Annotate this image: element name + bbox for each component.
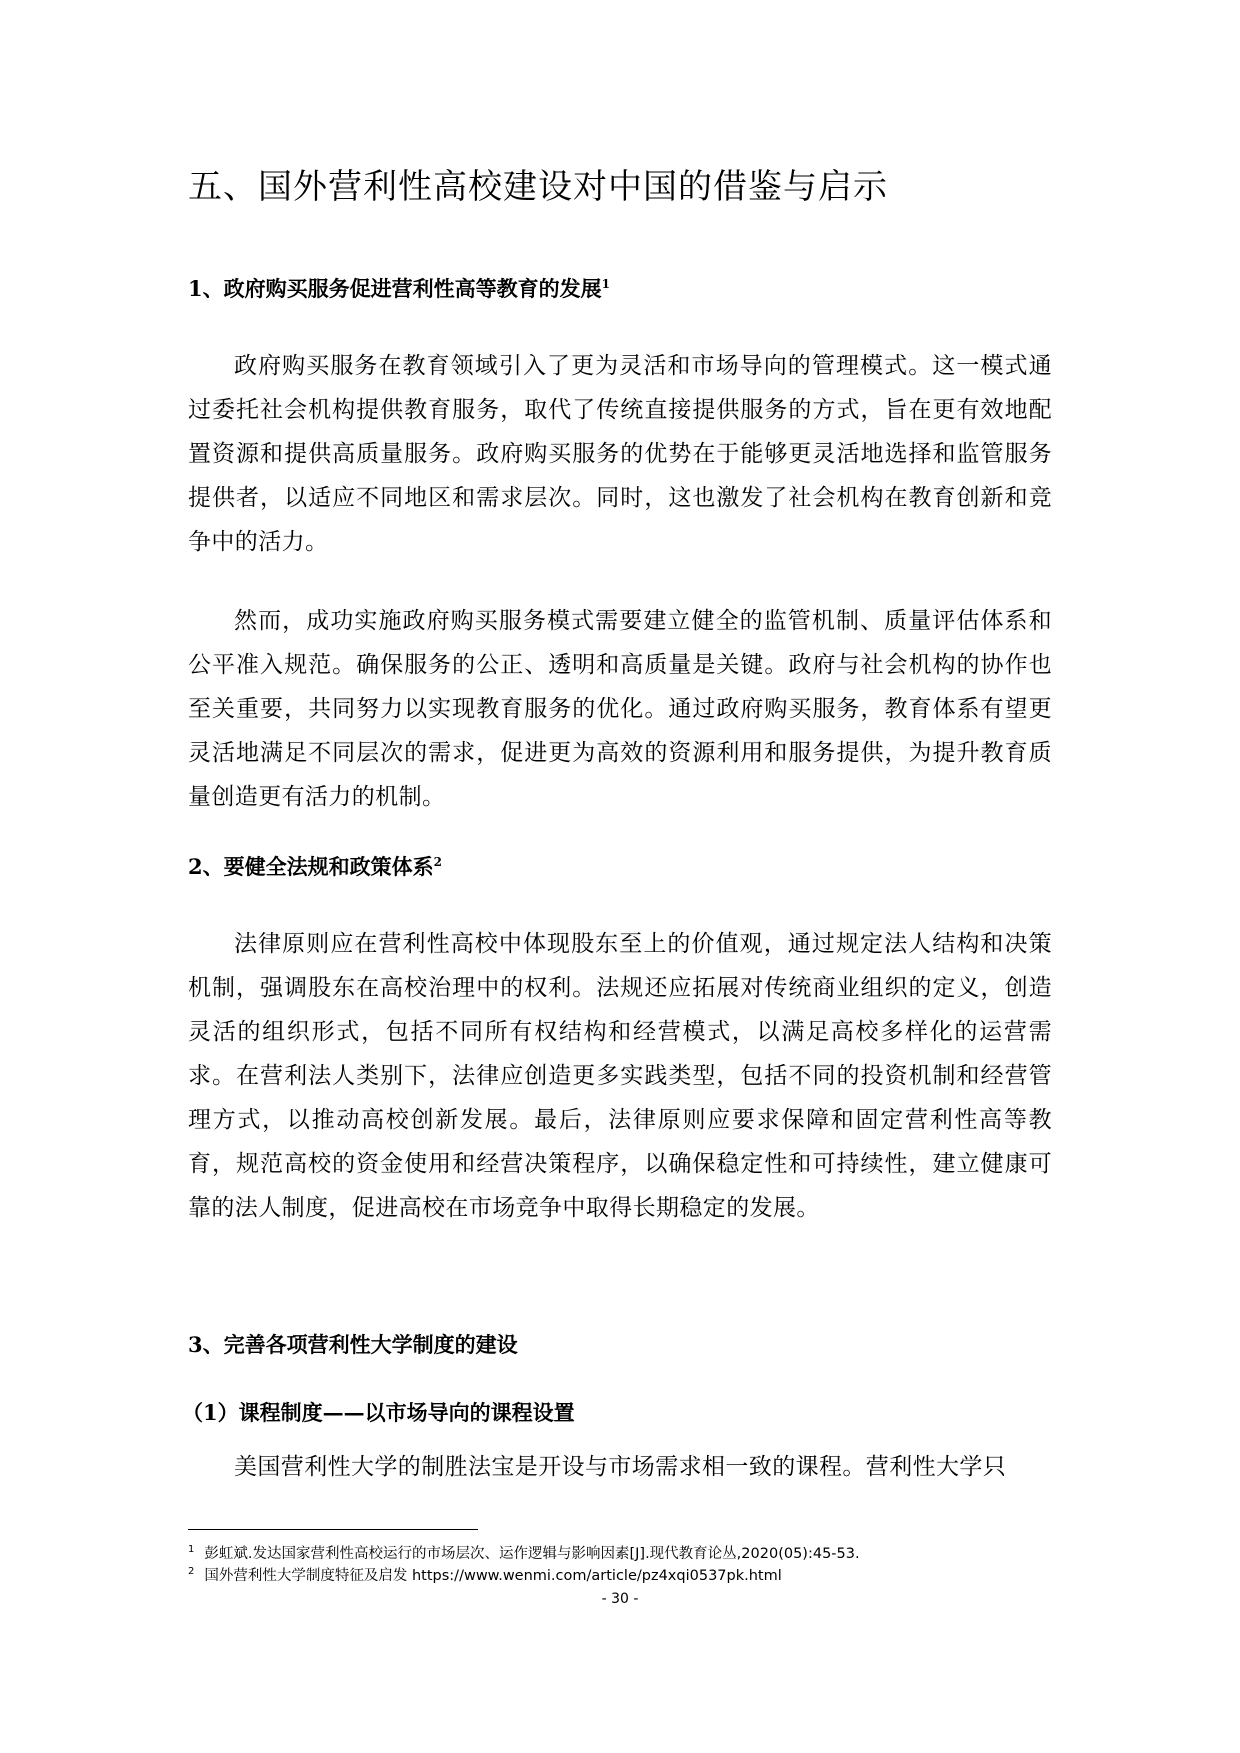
footnote-mark: 2 (188, 1566, 195, 1578)
subsection-heading: （1）课程制度——以市场导向的课程设置 (182, 1400, 575, 1425)
footnote-reference[interactable]: 1 (601, 277, 610, 291)
body-paragraph: 然而，成功实施政府购买服务模式需要建立健全的监管机制、质量评估体系和公平准入规范。确保服务的公正、透明和高质量是关键。政府与社会机构的协作也至关重要，共同努力以实现教育服务的优化。通过政府购买服务，教育体系有望更灵活地满足不同层次的需求，促进更为高效的资源利用和服务提供，为提升教育质量创造更有活力的机制。 (188, 608, 1052, 810)
footnote-mark: 1 (188, 1544, 195, 1556)
footnote-text: 彭虹斌.发达国家营利性高校运行的市场层次、运作逻辑与影响因素[J].现代教育论丛,2020(05):45-53. (204, 1546, 860, 1562)
chapter-title: 五、国外营利性高校建设对中国的借鉴与启示 (188, 167, 888, 207)
body-paragraph: 法律原则应在营利性高校中体现股东至上的价值观，通过规定法人结构和决策机制，强调股东在高校治理中的权利。法规还应拓展对传统商业组织的定义，创造灵活的组织形式，包括不同所有权结构和经营模式，以满足高校多样化的运营需求。在营利法人类别下，法律应创造更多实践类型，包括不同的投资机制和经营管理方式，以推动高校创新发展。最后，法律原则应要求保障和固定营利性高等教育，规范高校的资金使用和经营决策程序，以确保稳定性和可持续性，建立健康可靠的法人制度，促进高校在市场竞争中取得长期稳定的发展。 (188, 931, 1052, 1221)
footnote (188, 1566, 1058, 1586)
footnote-text[interactable]: 国外营利性大学制度特征及启发 https://www.wenmi.com/article/pz4xqi0537pk.html (204, 1568, 782, 1584)
section-heading-3: 3、完善各项营利性大学制度的建设 (188, 1332, 518, 1357)
body-paragraph: 政府购买服务在教育领域引入了更为灵活和市场导向的管理模式。这一模式通过委托社会机构提供教育服务，取代了传统直接提供服务的方式，旨在更有效地配置资源和提供高质量服务。政府购买服务的优势在于能够更灵活地选择和监管服务提供者，以适应不同地区和需求层次。同时，这也激发了社会机构在教育创新和竞争中的活力。 (188, 353, 1052, 555)
footnote (188, 1544, 1058, 1564)
footnote-separator (188, 1529, 478, 1530)
footnote-reference[interactable]: 2 (433, 855, 442, 869)
section-heading-text: 2、要健全法规和政策体系 (188, 854, 434, 879)
section-heading-1 (188, 274, 1068, 304)
section-heading-text: 1、政府购买服务促进营利性高等教育的发展 (188, 276, 602, 301)
body-paragraph: 美国营利性大学的制胜法宝是开设与市场需求相一致的课程。营利性大学只 (234, 1454, 1007, 1480)
section-heading-2 (188, 852, 1068, 882)
page-number: - 30 - (601, 1591, 639, 1607)
